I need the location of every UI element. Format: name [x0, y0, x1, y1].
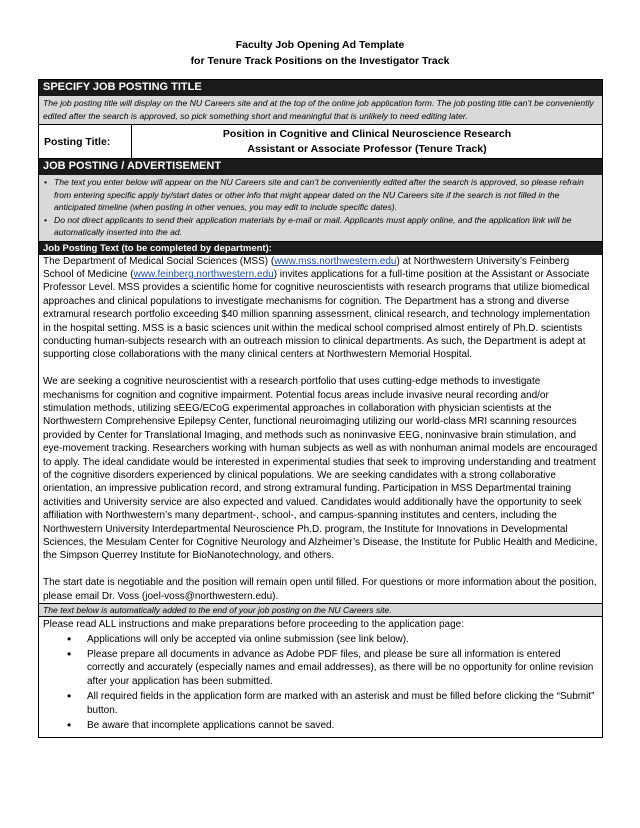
job-posting-text-field[interactable] [39, 255, 602, 604]
posting-title-label: Posting Title: [39, 125, 132, 158]
instruction-bullet: • Do not direct applicants to send their application materials by e-mail or mail. Applicants must apply online, and the application link will be automatically inserted into the ad. [43, 214, 598, 239]
instructions-intro: Please read ALL instructions and make preparations before proceeding to the application page: [43, 619, 465, 631]
instruction-bullet: • The text you enter below will appear on the NU Careers site and can’t be conveniently edited after the search is approved, so please refrain from entering specific apply by/start dates or other info that might appear dated on the NU Careers site if the search is not filled in the anticipated timeline (when posting in other venues, you may edit to include specific dates). [43, 176, 598, 214]
instructions-bullet: • All required fields in the application form are marked with an asterisk and must be filled before clicking the “Submit” button. [43, 690, 598, 718]
auto-text-note: The text below is automatically added to the end of your job posting on the NU Careers site. [39, 603, 602, 617]
advertisement-heading: JOB POSTING / ADVERTISEMENT [39, 159, 602, 175]
application-instructions [39, 617, 602, 737]
posting-title-row [39, 125, 602, 159]
posting-title-line1: Position in Cognitive and Clinical Neuroscience Research [222, 128, 512, 140]
paragraph-seeking: We are seeking a cognitive neuroscientist with a research portfolio that uses cutting-edge methods to investigate mechanisms for cognition and cognitive impairment. Potential focus areas include invasive neural recording and/or stimulation methods, utilizing sEEG/ECoG experimental approaches in collaboration with physician scientists at the Northwestern Comprehensive Epilepsy Center, functional neuroimaging utilizing our world-class MRI scanning resources provided by Center for Translational Imaging, and methods such as noninvasive EEG, noninvasive brain stimulation, and eye-movement tracking. Researchers working with human subjects as well as with nonhuman animal models are encouraged to apply. The ideal candidate would be interested in experimental studies that seek to improving understanding and treatment of the cognitive disorders experienced by clinical populations. We are seeking candidates with a strong collaborative orientation, an impressive publication record, and strong extramural funding. Participation in MSS Departmental training activities and University service are also expected and valued. Candidates would additionally have the opportunity to seek affiliation with Northwestern’s many department-, school-, and campus-spanning institutes and centers, including the Northwestern University Interdepartmental Neuroscience Ph.D. program, the Institute for Innovations in Developmental Sciences, the Mesulam Center for Cognitive Neurology and Alzheimer’s Disease, the Institute for Public Health and Medicine, the Simpson Querrey Institute for BioNanotechnology, and others. [43, 376, 598, 562]
job-posting-text-heading: Job Posting Text (to be completed by department): [39, 242, 602, 255]
document-subtitle: for Tenure Track Positions on the Investigator Track [190, 55, 450, 67]
paragraph-contact: The start date is negotiable and the position will remain open until filled. For questions or more information about the position, please email Dr. Voss (joel-voss@northwestern.edu). [43, 577, 597, 602]
posting-title-field[interactable] [132, 125, 602, 158]
instructions-bullet: • Be aware that incomplete applications cannot be saved. [43, 719, 598, 733]
posting-title-instructions: The job posting title will display on the NU Careers site and at the top of the online job application form. The job posting title can’t be conveniently edited after the search is approved, so pick something short and meaningful that is unlikely to need editing later. [39, 96, 602, 125]
mss-link[interactable]: www.mss.northwestern.edu [274, 255, 397, 267]
instructions-bullet: • Please prepare all documents in advance as Adobe PDF files, and please be sure all information is entered correctly and accurately (especially names and email addresses), as there will be no opportunity for online revision after your application has been submitted. [43, 648, 598, 689]
document-title: Faculty Job Opening Ad Template [235, 39, 405, 51]
text-run: ) invites applications for a full-time position at the Assistant or Associate Professor Level. MSS provides a scientific home for cognitive neuroscientists with research programs that utilize biomedical approaches and clinical populations to investigate mechanisms for cognition. The Department has a strong and diverse extramural research portfolio exceeding $40 million spanning assessment, clinical research, and technology implementation in the hospital setting. MSS is a basic sciences unit within the medical school comprised almost entirely of Ph.D. scientists conducting human-subjects research with an outreach mission to clinical departments. As such, the Department is adept at supporting close collaborations with the many clinical centers at Northwestern Memorial Hospital. [43, 268, 590, 361]
text-run: ) at Northwestern University’s Feinberg School of Medicine ( [43, 255, 570, 280]
text-run: The Department of Medical Social Sciences (MSS) ( [43, 255, 275, 267]
posting-title-line2: Assistant or Associate Professor (Tenure Track) [247, 143, 487, 155]
paragraph-department [43, 255, 598, 362]
job-ad-form [38, 79, 603, 738]
feinberg-link[interactable]: www.feinberg.northwestern.edu [133, 268, 274, 280]
advertisement-instructions [39, 175, 602, 242]
specify-title-heading: SPECIFY JOB POSTING TITLE [39, 80, 602, 96]
instructions-bullet: • Applications will only be accepted via online submission (see link below). [43, 633, 598, 647]
